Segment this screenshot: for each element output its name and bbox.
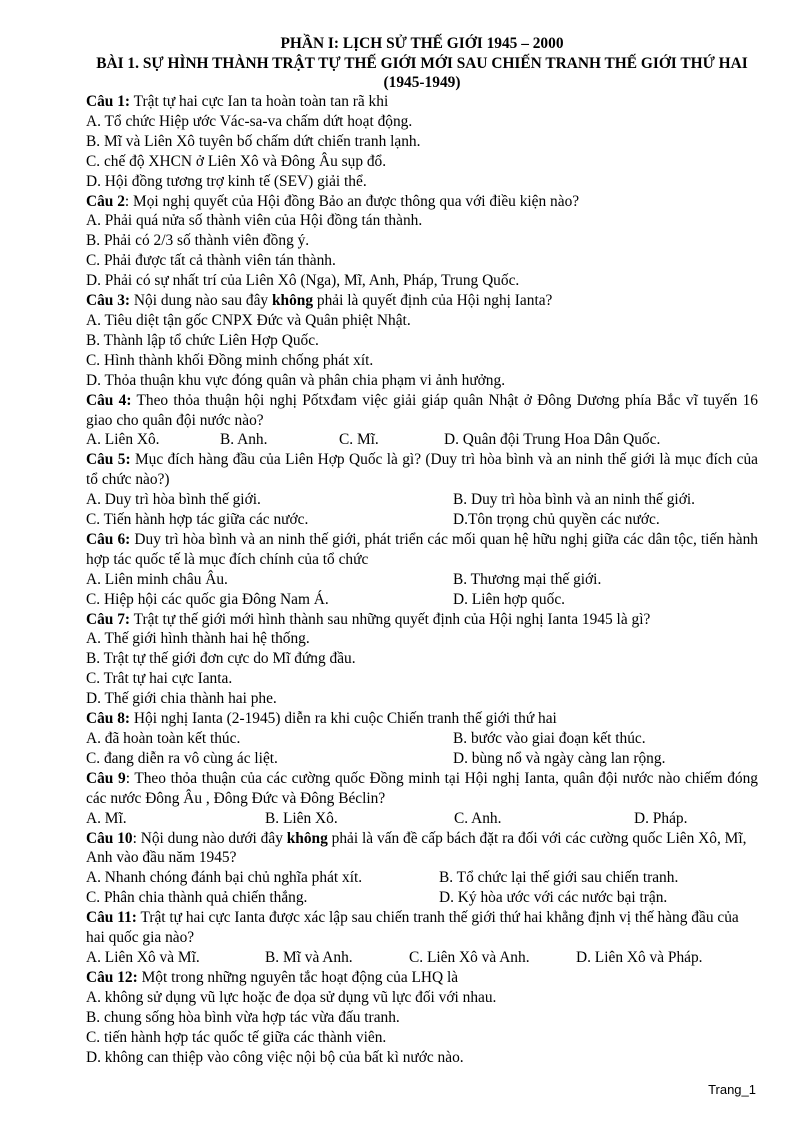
- question-text: Hội nghị Ianta (2-1945) diễn ra khi cuộc Chiến tranh thế giới thứ hai: [130, 710, 557, 728]
- options-row: [86, 729, 758, 749]
- question-text: Trật tự thế giới mới hình thành sau những quyết định của Hội nghị Ianta 1945 là gì?: [130, 610, 651, 628]
- question-text: Nội dung nào sau đây: [130, 292, 272, 310]
- option-b: B. chung sống hòa bình vừa hợp tác vừa đấu tranh.: [86, 1008, 400, 1026]
- question-3: [86, 291, 758, 391]
- option-d: D. bùng nổ và ngày càng lan rộng.: [453, 749, 666, 767]
- question-1: [86, 92, 758, 192]
- option-c: C. Hình thành khối Đồng minh chống phát xít.: [86, 351, 374, 369]
- question-label: Câu 11:: [86, 909, 137, 927]
- option-a: A. Nhanh chóng đánh bại chủ nghĩa phát xít.: [86, 869, 363, 887]
- emphasis-text: không: [286, 829, 328, 847]
- option-c: C. đang diễn ra vô cùng ác liệt.: [86, 749, 278, 767]
- option-a: A. không sử dụng vũ lực hoặc đe dọa sử dụng vũ lực đối với nhau.: [86, 988, 497, 1006]
- options-row: [86, 590, 758, 610]
- option-d: D. Phải có sự nhất trí của Liên Xô (Nga), Mĩ, Anh, Pháp, Trung Quốc.: [86, 272, 520, 290]
- question-label: Câu 1:: [86, 93, 131, 110]
- option-d: D. Hội đồng tương trợ kinh tế (SEV) giải thể.: [86, 172, 367, 190]
- options-row: [86, 430, 758, 450]
- question-text: Một trong những nguyên tắc hoạt động của LHQ là: [137, 968, 459, 986]
- options-row: [86, 888, 758, 908]
- options-row: [86, 749, 758, 769]
- option-c: C. Trât tự hai cực Ianta.: [86, 670, 233, 688]
- question-label: Câu 7:: [86, 610, 131, 628]
- question-label: Câu 10: [86, 829, 133, 847]
- question-label: Câu 6:: [86, 530, 131, 548]
- option-a: A. Liên Xô và Mĩ.: [86, 948, 200, 966]
- options-row: [86, 510, 758, 530]
- question-5: [86, 450, 758, 530]
- part-title: PHẦN I: LỊCH SỬ THẾ GIỚI 1945 – 2000: [280, 35, 564, 52]
- question-label: Câu 12:: [86, 968, 138, 986]
- question-6: [86, 530, 758, 610]
- question-2: [86, 192, 758, 292]
- option-a: A. Thế giới hình thành hai hệ thống.: [86, 630, 310, 648]
- option-c: C. tiến hành hợp tác quốc tế giữa các thành viên.: [86, 1028, 387, 1046]
- option-d: D. Thỏa thuận khu vực đóng quân và phân chia phạm vi ảnh hưởng.: [86, 371, 506, 389]
- option-b: B. Mĩ và Anh.: [265, 948, 353, 966]
- emphasis-text: không: [271, 292, 314, 310]
- question-10: [86, 829, 758, 909]
- option-a: A. Liên minh châu Âu.: [86, 570, 228, 588]
- option-c: C. Hiệp hội các quốc gia Đông Nam Á.: [86, 590, 329, 608]
- option-a: A. Phải quá nửa số thành viên của Hội đồng tán thành.: [86, 212, 423, 230]
- option-c: C. chế độ XHCN ở Liên Xô và Đông Âu sụp đổ.: [86, 152, 387, 170]
- option-b: B. Phải có 2/3 số thành viên đồng ý.: [86, 232, 310, 250]
- question-text-end: phải là vấn đề cấp bách đặt ra đối với các cường quốc Liên Xô, Mĩ, Anh vào đầu năm 1945?: [86, 829, 747, 867]
- question-text: Duy trì hòa bình và an ninh thế giới, phát triển các mối quan hệ hữu nghị giữa các dân tộc, tiến hành hợp tác quốc tế là mục đích chính của tổ chức: [86, 530, 758, 568]
- option-c: C. Tiến hành hợp tác giữa các nước.: [86, 511, 309, 529]
- option-a: A. Duy trì hòa bình thế giới.: [86, 491, 261, 509]
- option-d: D. Quân đội Trung Hoa Dân Quốc.: [444, 431, 661, 449]
- question-label: Câu 9: [86, 769, 126, 787]
- page-number: Trang_1: [708, 1082, 756, 1097]
- option-a: A. Tiêu diệt tận gốc CNPX Đức và Quân phiệt Nhật.: [86, 311, 411, 329]
- option-a: A. đã hoàn toàn kết thúc.: [86, 730, 241, 747]
- question-label: Câu 4:: [86, 391, 132, 409]
- question-text: Mục đích hàng đầu của Liên Hợp Quốc là gì? (Duy trì hòa bình và an ninh thế giới là mục đích của tổ chức nào?): [86, 451, 758, 489]
- question-text-end: phải là quyết định của Hội nghị Ianta?: [313, 292, 553, 310]
- option-d: D. Thế giới chia thành hai phe.: [86, 690, 277, 708]
- question-text: : Mọi nghị quyết của Hội đồng Bảo an được thông qua với điều kiện nào?: [124, 192, 580, 210]
- option-b: B. bước vào giai đoạn kết thúc.: [453, 730, 646, 747]
- option-d: D. Liên Xô và Pháp.: [576, 948, 703, 966]
- question-12: [86, 968, 758, 1068]
- option-d: D. Pháp.: [634, 809, 688, 827]
- question-4: [86, 391, 758, 451]
- option-b: B. Anh.: [220, 431, 268, 449]
- question-label: Câu 8:: [86, 710, 131, 728]
- option-c: C. Phân chia thành quả chiến thắng.: [86, 889, 308, 907]
- question-7: [86, 610, 758, 710]
- question-text: Trật tự hai cực Ian ta hoàn toàn tan rã khi: [133, 93, 389, 110]
- option-a: A. Tổ chức Hiệp ước Vác-sa-va chấm dứt hoạt động.: [86, 112, 413, 130]
- option-c: C. Anh.: [454, 809, 502, 827]
- lesson-title: BÀI 1. SỰ HÌNH THÀNH TRẬT TỰ THẾ GIỚI MỚI SAU CHIẾN TRANH THẾ GIỚI THỨ HAI (1945-1949): [96, 55, 748, 91]
- option-c: C. Liên Xô và Anh.: [409, 948, 530, 966]
- question-label: Câu 3:: [86, 292, 131, 310]
- option-d: D.Tôn trọng chủ quyền các nước.: [453, 511, 660, 529]
- question-9: [86, 769, 758, 829]
- option-b: B. Thương mại thế giới.: [453, 570, 602, 588]
- options-row: [86, 948, 758, 968]
- question-text: Theo thỏa thuận hội nghị Pốtxđam việc giải giáp quân Nhật ở Đông Dương phía Bắc vĩ tuyến 16 giao cho quân đội nước nào?: [86, 391, 758, 429]
- document-page: [86, 34, 758, 1067]
- option-b: B. Liên Xô.: [265, 809, 338, 827]
- options-row: [86, 809, 758, 829]
- options-row: [86, 868, 758, 888]
- option-c: C. Mĩ.: [339, 431, 379, 449]
- question-text: Trật tự hai cực Ianta được xác lập sau chiến tranh thế giới thứ hai khẳng định vị thế hàng đầu của hai quốc gia nào?: [86, 909, 739, 947]
- option-b: B. Tổ chức lại thế giới sau chiến tranh.: [439, 869, 679, 887]
- option-b: B. Duy trì hòa bình và an ninh thế giới.: [453, 491, 695, 509]
- option-d: D. không can thiệp vào công việc nội bộ của bất kì nước nào.: [86, 1048, 464, 1066]
- question-11: [86, 908, 758, 968]
- question-text: : Nội dung nào dưới đây: [132, 829, 287, 847]
- question-label: Câu 2: [86, 192, 125, 210]
- option-c: C. Phải được tất cả thành viên tán thành.: [86, 252, 336, 270]
- question-text: : Theo thỏa thuận của các cường quốc Đồng minh tại Hội nghị Ianta, quân đội nước nào chiếm đóng các nước Đông Âu , Đông Đức và Đông Béclin?: [86, 769, 758, 807]
- option-a: A. Liên Xô.: [86, 431, 160, 449]
- option-b: B. Mĩ và Liên Xô tuyên bố chấm dứt chiến tranh lạnh.: [86, 132, 421, 150]
- options-row: [86, 570, 758, 590]
- question-label: Câu 5:: [86, 451, 131, 469]
- option-b: B. Thành lập tổ chức Liên Hợp Quốc.: [86, 331, 319, 349]
- option-a: A. Mĩ.: [86, 809, 127, 827]
- option-d: D. Liên hợp quốc.: [453, 590, 566, 608]
- options-row: [86, 490, 758, 510]
- question-8: [86, 709, 758, 769]
- option-b: B. Trật tự thế giới đơn cực do Mĩ đứng đầu.: [86, 650, 356, 668]
- option-d: D. Ký hòa ước với các nước bại trận.: [439, 889, 668, 907]
